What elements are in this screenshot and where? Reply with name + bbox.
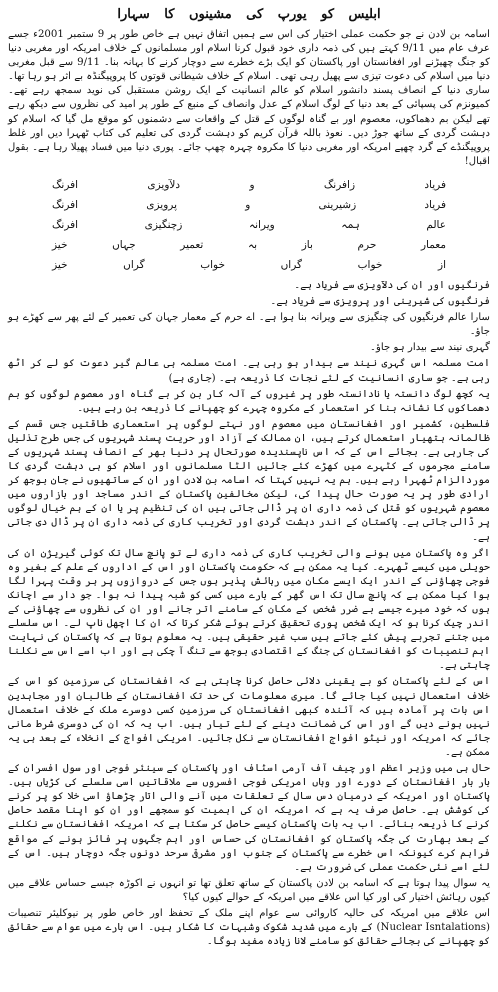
body-paragraph: فرنگیوں کی شیرینی اور پرویزی سے فریاد ہے۔ xyxy=(270,296,490,308)
body-paragraph: فرنگیوں اور ان کی دلآویزی سے فریاد ہے۔ xyxy=(294,279,490,291)
body-paragraph: امت مسلمہ اس گہری نیند سے بیدار ہو رہی ہے۔ امت مسلمہ ہی عالم گیر دعوت کو لے کر اٹھ رہی ہے۔ جو ساری انسانیت کے لئے نجات کا ذریعہ ہے۔ (جاری ہے) xyxy=(8,358,490,384)
body-paragraph: اس کے لئے پاکستان کو بے یقینی دلائی حاصل کرنا چاہتی ہے کہ افغانستان کی سرزمین کو اس کے خلاف استعمال نہیں کیا جائے گا۔ میری معلومات کی حد تک افغانستان کے طالبان اور مجاہدین اس بات پر آمادہ ہیں کہ آئندہ کبھی افغانستان کی سرزمین کسی دوسرے ملک کے خلاف استعمال نہیں ہونے دیں گے اور اس کی ضمانت دینے کے لئے تیار ہیں۔ اب یہ کہ ان کی دوسری شرط مانی جائے کہ امریکہ اور نیٹو افواج افغانستان سے نکل جائیں۔ امریکی افواج کے انخلاء کے بعد ہی یہ ممکن ہے۔ xyxy=(8,676,490,758)
poem-word: دلآویزی xyxy=(147,178,181,191)
poem-word: عالم xyxy=(426,218,446,231)
poem-word: و xyxy=(249,178,255,191)
poem-word: تعمیر xyxy=(180,238,204,251)
poem-word: از xyxy=(438,258,446,271)
poem-word: افرنگ xyxy=(52,178,79,191)
poem-word: ہمہ xyxy=(341,218,360,231)
poem-word: افرنگ xyxy=(52,198,79,211)
body-paragraph: اگر وہ پاکستان میں ہونے والی تخریب کاری کی ذمہ داری لے تو پانچ سال تک کوئی گیریژن ان کی حویلی میں کیسے ٹھہرے۔ کیا یہ ممکن ہے کہ حکومت پاکستان اور اس کے اداروں کے علم کے بغیر وہ فوجی چھاؤنی کے اندر ایک ایسے مکان میں رہائش پذیر ہوں جس کے دروازوں پر ہر وقت پہرا لگا ہوا کیا ممکن ہے کہ پانچ سال تک اس گھر کے بارے میں کسی کو شبہ پیدا نہ ہوا۔ جو دار سے اچانک ہوں کہ خود میرے جیسے بے ضرر شخص کے مکان کے سامنے اتر جانے اور ان کی نظروں سے چھاؤنی کے اندر چیک کرنا ہو کہ ایک شخص پوری تحقیق کرتے ہوئے شکر کرتا کہ ان کا اچھل ناپ لے۔ اس سلسلے میں جتنے تجربے پیش کئے جاتے ہیں سب غیر حقیقی ہیں۔ یہ معلوم ہوتا ہے کہ پاکستان کی نہایت اہم تنصیبات کو افغانستان کی جنگ کے اقتصادی بوجھ سے تنگ آ چکی ہے اور اب اسے اس سے نکلنا چاہتی ہے۔ xyxy=(8,547,490,672)
poem-word: زچنگیزی xyxy=(144,218,183,231)
poem-word: خواب xyxy=(357,258,383,271)
poem-line xyxy=(52,215,446,235)
poem-word: ویرانہ xyxy=(248,218,275,231)
poem-word: بہ xyxy=(247,238,258,251)
poem-line xyxy=(52,175,446,195)
poem-word: حرم xyxy=(357,238,377,251)
poem-word: زشیرینی xyxy=(318,198,357,211)
poem-word: پرویزی xyxy=(146,198,177,211)
poem-word: زافرنگ xyxy=(323,178,356,191)
poem-word: گراں xyxy=(123,258,145,271)
poem-word: خیز xyxy=(52,238,68,251)
poem-word: باز xyxy=(301,238,313,251)
article-title: ابلیس کو یورپ کی مشینوں کا سہارا xyxy=(117,7,381,22)
body-paragraph: فلسطین، کشمیر اور افغانستان میں معصوم اور نہتے لوگوں پر استعماری طاقتیں جس قسم کے ظالمانہ ہتھیار استعمال کرتے ہیں، ان ممالک کے آزاد اور حریت پسند شہریوں کی جس طرح تذلیل کی جارہی ہے۔ بجائے اس کے کہ اس ناپسندیدہ صورتحال پر دنیا بھر کے انصاف پسند شہریوں کے سامنے مجرموں کے کٹہرے میں کھڑے کئے جائیں الٹا مسلمانوں اور اسلام کو ہی دہشت گردی کا موردالزام ٹھہرا رہے ہیں۔ ہم یہ نہیں کہتا کہ اسامہ بن لادن اور ان کے ساتھیوں نے جان بوجھ کر ارادی طور پر یہ صورت حال پیدا کی، لیکن مخالفین پاکستان کے اندر مساجد اور بازاروں میں معصوم شہریوں کو قتل کی ذمہ داری ان پر ڈالی جاتی ہیں ان کی تنظیم پر یا ان کے ہم خیال لوگوں پر ڈالی جاتی ہے۔ پاکستان کے اندر دہشت گردی اور تخریب کاری کی ذمہ داری ان پر ڈال دی جاتی ہے۔ xyxy=(8,418,490,543)
poem-word: افرنگ xyxy=(52,218,79,231)
poem-word: گراں xyxy=(280,258,302,271)
body-paragraph: یہ کچھ لوگ دانستہ یا نادانستہ طور پر غیروں کے آلہ کار بن کر بے گناہ اور معصوم لوگوں کو بم دھماکوں کا نشانہ بنا کر استعمار کے مکروہ چہرے کو چھپانے کا ذریعہ بن رہے ہیں۔ xyxy=(8,388,490,414)
poem-word: معمار xyxy=(420,238,446,251)
body-paragraph: اس علاقے میں امریکہ کی حالیہ کاروائی سے عوام اپنے ملک کے تحفظ اور خاص طور پر نیوکلیئر تنصیبات (Nuclear Isntalations) کے بارے میں شدید شکوک وشبہات کا شکار ہیں۔ اس بارے میں عوام سے حقائق کو چھپانے کی بجائے حقائق کو سامنے لانا زیادہ مفید ہوگا۔ xyxy=(8,907,490,948)
body-paragraph: سارا عالم فرنگیوں کی چنگیزی سے ویرانہ بنا ہوا ہے۔ اے حرم کے معمار جہان کی تعمیر کے لئے پھر سے کھڑے ہو جاؤ۔ xyxy=(8,312,490,338)
poem-word: خیز xyxy=(52,258,68,271)
poem-line xyxy=(52,195,446,215)
intro-paragraph: اسامہ بن لادن نے جو حکمت عملی اختیار کی اس سے ہمیں اتفاق نہیں ہے خاص طور پر 9 ستمبر 2001ء جسے عرف عام میں 9/11 کہتے ہیں کی ذمہ داری خود قبول کرنا اسلام اور مسلمانوں کے خلاف امریکہ اور مغربی دنیا کو جنگ چھیڑنے اور افغانستان اور پاکستان کو ایک بڑے خطرے سے دوچار کرنے کا بہانہ بنا۔ 9/11 سے قبل مغربی دنیا میں اسلام کی دعوت تیزی سے پھیل رہی تھی۔ اسلام کے خلاف شیطانی قوتوں کا پروپیگنڈہ بے اثر ہو رہا تھا۔ ساری دنیا کے انصاف پسند دانشور اسلام کو عالم انسانیت کے ایک روشن مستقبل کی نوید سمجھ رہے تھے۔ کمیونزم کی پسپائی کے بعد دنیا کے لوگ اسلام کے عدل وانصاف کے منبع کے طور پر امید کی نظروں سے دیکھ رہے تھے لیکن بم دھماکوں، معصوم اور بے گناہ لوگوں کے قتل کے واقعات سے دشمنوں کو موقع مل گیا کہ اسلام کو دہشت گردی کے ساتھ جوڑ دیں۔ نعوذ باللہ قرآن کریم کو دہشت گردی کی تعلیم کی کتاب ٹھہرا دیں اور غلط پروپیگنڈے کے گرد چھپے امریکہ اور مغربی دنیا کا مکروہ چہرہ چھپ جائے۔ پوری دنیا میں فساد پھیلا رہا ہے۔ بقول اقبال! xyxy=(8,29,490,167)
poem-line xyxy=(52,255,446,275)
poem-word: و xyxy=(245,198,251,211)
poem-block xyxy=(52,175,446,275)
body-paragraph: گہری نیند سے بیدار ہو جاؤ۔ xyxy=(370,342,490,354)
body-paragraph: یہ سوال پیدا ہوتا ہے کہ اسامہ بن لادن پاکستان کے ساتھ تعلق تھا تو انہوں نے اکوڑہ جیسے حساس علاقے میں کیوں رہائش اختیار کی اور کیا اس علاقے میں امریکہ کے حوالے کیوں کیا؟ xyxy=(8,877,490,903)
article-body xyxy=(8,279,490,949)
poem-word: خواب xyxy=(200,258,225,271)
poem-word: جہاں xyxy=(112,238,136,251)
poem-line xyxy=(52,235,446,255)
poem-word: فریاد xyxy=(424,198,446,211)
body-paragraph: حال ہی میں وزیر اعظم اور چیف آف آرمی اسٹاف اور پاکستان کے سینئر فوجی اور سول افسران کے بار بار افغانستان کے دورے اور وہاں امریکی فوجی افسروں سے ملاقاتیں اسی سلسلے کی کڑیاں ہیں۔ پاکستان اور امریکہ کے درمیان دس سال کے تعلقات میں آنے والی اتار چڑھاؤ اسی خلا کو پر کرنے کی کوشش ہے۔ حاصل صرف یہ ہے کہ امریکہ ان کی اہمیت کو سمجھے اور ان کو اپنا مقصد حاصل کرنے کا ذریعہ بنائے۔ اب یہ بات پاکستان کیسے حاصل کر سکتا ہے کہ امریکہ افغانستان سے نکلنے کے بعد بھارت کی جگہ پاکستان کو افغانستان کی حساس اور اہم جگہوں پر فائز ہونے کے مواقع فراہم کرے کیونکہ اس خطرے سے پاکستان کے جنوب اور مشرقی سرحد دونوں جگہ دوچار ہیں۔ اس کے لئے اسے نئی حکمت عملی کی ضرورت ہے۔ xyxy=(8,763,490,873)
poem-word: فریاد xyxy=(424,178,446,191)
